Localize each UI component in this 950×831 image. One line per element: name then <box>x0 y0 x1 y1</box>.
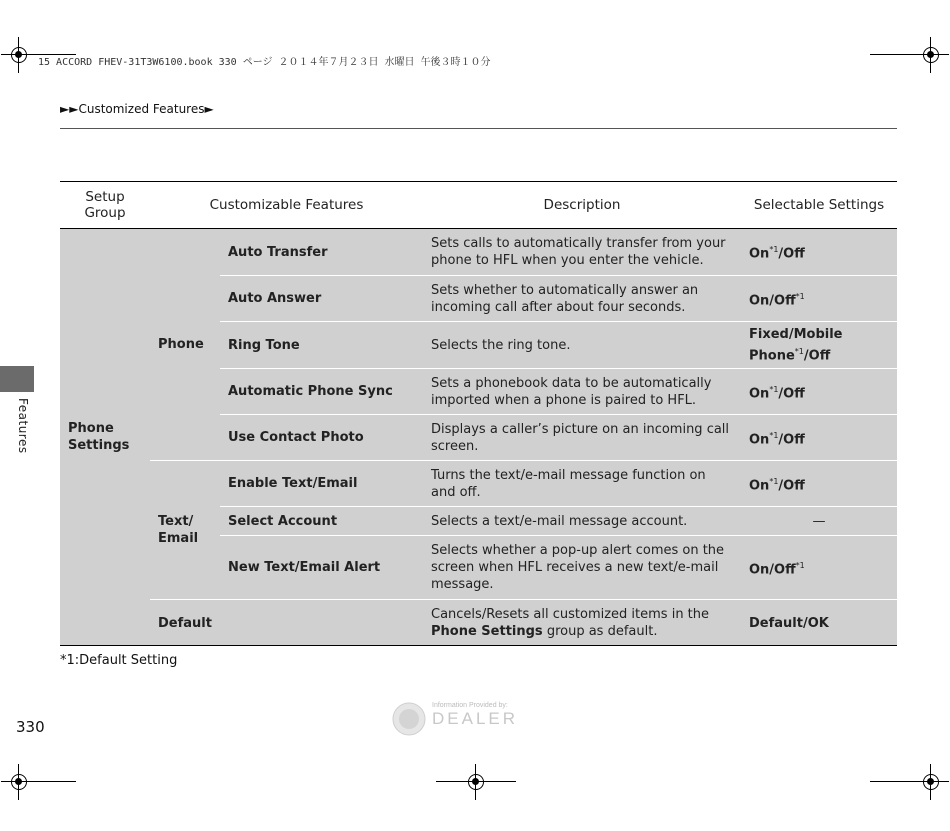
table-row-default <box>60 600 897 646</box>
side-tab-marker <box>0 366 34 392</box>
footnote-marker: *1 <box>794 347 804 356</box>
default-description <box>423 600 741 646</box>
feature-description: Turns the text/e-mail message function on and off. <box>423 461 741 507</box>
header-setup-group: Setup Group <box>60 182 150 229</box>
header-description: Description <box>423 182 741 229</box>
table-row <box>60 229 897 276</box>
crop-mark-top-right <box>913 37 949 73</box>
side-tab-label: Features <box>16 398 30 454</box>
dealer-watermark-logo <box>392 698 552 738</box>
trim-line <box>36 781 76 782</box>
feature-description: Selects a text/e-mail message account. <box>423 507 741 536</box>
feature-description: Sets calls to automatically transfer from your phone to HFL when you enter the vehicle. <box>423 229 741 276</box>
feature-name: Use Contact Photo <box>220 415 423 461</box>
footnote-marker: *1 <box>769 431 779 441</box>
table-bottom-rule <box>60 645 897 646</box>
feature-setting: On$^{*1}$/Off <box>741 415 897 461</box>
table-row <box>60 461 897 507</box>
crop-mark-bottom-center <box>458 764 494 800</box>
feature-name: Auto Transfer <box>220 229 423 276</box>
trim-line <box>870 54 914 55</box>
feature-setting: On$^{*1}$/Off <box>741 369 897 415</box>
watermark-brand: DEALER <box>432 709 519 728</box>
feature-name: Enable Text/Email <box>220 461 423 507</box>
feature-name: Automatic Phone Sync <box>220 369 423 415</box>
dealer-watermark <box>392 698 552 738</box>
group-phone-settings: Phone Settings <box>60 229 150 646</box>
feature-description: Displays a caller’s picture on an incoming call screen. <box>423 415 741 461</box>
subgroup-text-email: Text/ Email <box>150 461 220 600</box>
feature-setting: On$^{*1}$/Off <box>741 461 897 507</box>
feature-name: Select Account <box>220 507 423 536</box>
crop-mark-bottom-right <box>913 764 949 800</box>
feature-description: Sets whether to automatically answer an incoming call after about four seconds. <box>423 276 741 322</box>
watermark-caption: Information Provided by: <box>432 702 508 709</box>
footnote-marker: *1 <box>769 245 779 255</box>
trim-line <box>870 781 914 782</box>
feature-setting: — <box>741 507 897 536</box>
default-setting: Default/OK <box>741 600 897 646</box>
crop-mark-bottom-left <box>1 764 37 800</box>
trim-line <box>436 781 516 782</box>
default-description-prefix: Cancels/Resets all customized items in the <box>431 607 710 623</box>
header-selectable-settings: Selectable Settings <box>741 182 897 229</box>
feature-description: Sets a phonebook data to be automatically imported when a phone is paired to HFL. <box>423 369 741 415</box>
footnote-marker: *1 <box>769 477 779 487</box>
footnote-marker: *1 <box>795 291 805 301</box>
crop-mark-top-left <box>1 37 37 73</box>
footnote-marker: *1 <box>795 561 805 571</box>
footnote-marker: *1 <box>769 385 779 395</box>
customization-table <box>60 181 897 646</box>
feature-name: New Text/Email Alert <box>220 536 423 600</box>
header-customizable-features: Customizable Features <box>150 182 423 229</box>
feature-setting: On/Off$^{*1}$ <box>741 276 897 322</box>
default-description-suffix: group as default. <box>542 624 658 640</box>
feature-name: Ring Tone <box>220 322 423 369</box>
subgroup-phone: Phone <box>150 229 220 461</box>
footnote: *1:Default Setting <box>60 653 178 668</box>
breadcrumb: ►►Customized Features► <box>60 102 214 116</box>
feature-setting: Fixed/Mobile Phone$^{*1}$/Off <box>741 322 897 369</box>
feature-description: Selects the ring tone. <box>423 322 741 369</box>
page-number: 330 <box>16 718 45 736</box>
feature-name: Auto Answer <box>220 276 423 322</box>
subgroup-default: Default <box>150 600 423 646</box>
feature-setting: On$^{*1}$/Off <box>741 229 897 276</box>
table-header-row <box>60 182 897 229</box>
default-description-bold: Phone Settings <box>431 624 543 640</box>
feature-setting: On/Off$^{*1}$ <box>741 536 897 600</box>
feature-description: Selects whether a pop-up alert comes on the screen when HFL receives a new text/e-mail message. <box>423 536 741 600</box>
print-info: 15 ACCORD FHEV-31T3W6100.book 330 ページ ２０１４年７月２３日 水曜日 午後３時１０分 <box>38 57 491 68</box>
breadcrumb-rule <box>60 128 897 129</box>
